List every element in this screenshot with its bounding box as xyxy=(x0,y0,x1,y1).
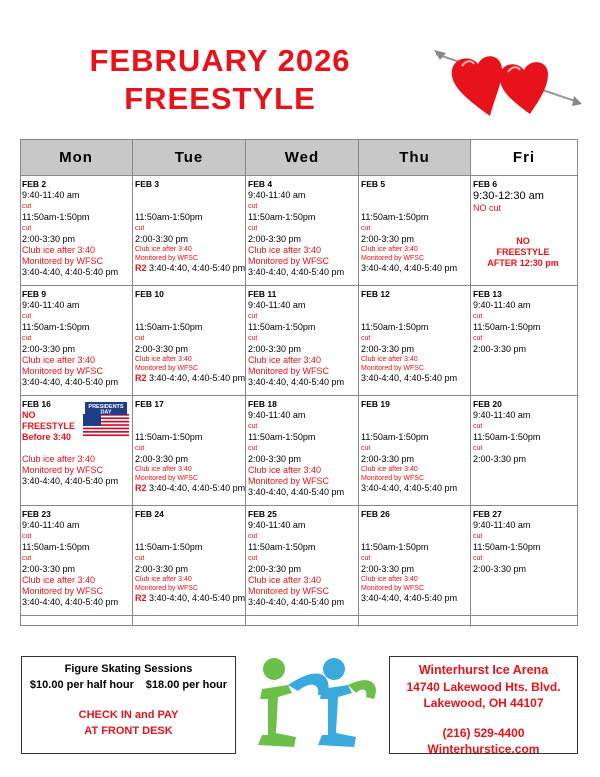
session-line: 9:40-11:40 am xyxy=(248,410,306,420)
cut-note: cut xyxy=(248,313,258,320)
cut-note: cut xyxy=(135,555,145,562)
session-times-line xyxy=(135,373,245,384)
spacer xyxy=(361,410,470,421)
cut-note: cut xyxy=(22,313,32,320)
cut-note: cut xyxy=(361,225,371,232)
arena-info-box xyxy=(389,656,578,754)
cut-note: cut xyxy=(248,335,258,342)
session-line: 2:00-3:30 pm xyxy=(473,564,527,574)
session-line: 11:50am-1:50pm xyxy=(135,432,203,442)
r2-label: R2 xyxy=(135,483,147,493)
session-line: 3:40-4:40, 4:40-5:40 pm xyxy=(361,483,458,493)
red-note: Club ice after 3:40 xyxy=(248,575,322,585)
session-line: 2:00-3:30 pm xyxy=(22,344,76,354)
session-line: 11:50am-1:50pm xyxy=(361,212,429,222)
cut-note: cut xyxy=(248,225,258,232)
session-line: 11:50am-1:50pm xyxy=(473,322,541,332)
red-note: Club ice after 3:40 xyxy=(135,246,192,253)
session-times-line xyxy=(135,483,245,494)
sessions-info-box xyxy=(21,656,236,754)
session-line: 3:40-4:40, 4:40-5:40 pm xyxy=(22,267,119,277)
session-line: 9:40-11:40 am xyxy=(22,300,80,310)
spacer xyxy=(135,421,245,432)
calendar-empty-cell xyxy=(246,616,359,626)
calendar-day-cell xyxy=(133,396,246,506)
calendar-grid xyxy=(20,139,578,626)
session-line: 9:30-12:30 am xyxy=(473,190,544,202)
session-line: 2:00-3:30 pm xyxy=(22,564,76,574)
red-note: Monitored by WFSC xyxy=(135,475,199,482)
red-note: Monitored by WFSC xyxy=(22,366,104,376)
red-note: Monitored by WFSC xyxy=(248,256,330,266)
day-header-thu: Thu xyxy=(359,139,471,176)
day-header-fri: Fri xyxy=(471,139,578,176)
spacer xyxy=(473,225,577,236)
arena-website[interactable]: Winterhurstice.com xyxy=(427,742,540,756)
session-line: 2:00-3:30 pm xyxy=(361,454,415,464)
session-times: 3:40-4:40, 4:40-5:40 pm xyxy=(146,263,246,273)
cut-note: cut xyxy=(135,445,145,452)
red-note: Monitored by WFSC xyxy=(135,585,199,592)
red-note: Club ice after 3:40 xyxy=(135,356,192,363)
session-line: 3:40-4:40, 4:40-5:40 pm xyxy=(361,373,458,383)
page-subtitle: FREESTYLE xyxy=(124,81,316,116)
session-line: 3:40-4:40, 4:40-5:40 pm xyxy=(22,377,119,387)
red-note: Club ice after 3:40 xyxy=(361,576,418,583)
sessions-heading: Figure Skating Sessions xyxy=(64,663,193,675)
session-line: 11:50am-1:50pm xyxy=(22,542,90,552)
day-date: FEB 9 xyxy=(22,289,47,299)
session-line: 3:40-4:40, 4:40-5:40 pm xyxy=(22,476,119,486)
red-note: Club ice after 3:40 xyxy=(135,466,192,473)
hearts-arrow-icon xyxy=(432,44,582,124)
session-line: 11:50am-1:50pm xyxy=(22,322,90,332)
spacer xyxy=(135,300,245,311)
closure-note: NO xyxy=(22,410,36,420)
red-note: Monitored by WFSC xyxy=(361,255,425,262)
calendar-day-cell xyxy=(20,506,133,616)
session-line: 2:00-3:30 pm xyxy=(135,344,189,354)
cut-note: cut xyxy=(22,533,32,540)
spacer xyxy=(135,190,245,201)
session-line: 11:50am-1:50pm xyxy=(473,432,541,442)
session-line: 3:40-4:40, 4:40-5:40 pm xyxy=(22,597,119,607)
day-date: FEB 11 xyxy=(248,289,277,299)
calendar-day-cell xyxy=(359,396,471,506)
session-line: 9:40-11:40 am xyxy=(248,190,306,200)
calendar-day-cell xyxy=(471,506,578,616)
cut-note: cut xyxy=(248,203,258,210)
closure-note: FREESTYLE xyxy=(496,247,550,257)
r2-label: R2 xyxy=(135,593,147,603)
red-note: Club ice after 3:40 xyxy=(135,576,192,583)
session-line: 11:50am-1:50pm xyxy=(361,542,429,552)
calendar-empty-cell xyxy=(20,616,133,626)
calendar-day-cell xyxy=(246,396,359,506)
day-header-mon: Mon xyxy=(20,139,133,176)
red-note: Club ice after 3:40 xyxy=(22,575,96,585)
spacer xyxy=(361,300,470,311)
spacer xyxy=(361,520,470,531)
spacer xyxy=(22,443,132,454)
session-line: 2:00-3:30 pm xyxy=(473,344,527,354)
red-note: Monitored by WFSC xyxy=(361,365,425,372)
cut-note: cut xyxy=(473,423,483,430)
calendar-day-cell xyxy=(133,286,246,396)
cut-note: cut xyxy=(361,555,371,562)
session-line: 11:50am-1:50pm xyxy=(361,322,429,332)
session-line: 11:50am-1:50pm xyxy=(135,322,203,332)
red-note: Monitored by WFSC xyxy=(361,585,425,592)
day-date: FEB 5 xyxy=(361,179,386,189)
session-line: 2:00-3:30 pm xyxy=(22,234,76,244)
day-date: FEB 20 xyxy=(473,399,502,409)
red-note: Club ice after 3:40 xyxy=(248,355,322,365)
spacer xyxy=(473,214,577,225)
session-line: 2:00-3:30 pm xyxy=(361,564,415,574)
session-line: 9:40-11:40 am xyxy=(22,520,80,530)
session-line: 2:00-3:30 pm xyxy=(361,344,415,354)
red-note: Monitored by WFSC xyxy=(22,256,104,266)
red-note: Monitored by WFSC xyxy=(22,586,104,596)
red-note: Monitored by WFSC xyxy=(135,255,199,262)
session-line: 3:40-4:40, 4:40-5:40 pm xyxy=(248,377,345,387)
spacer xyxy=(135,410,245,421)
red-note: Monitored by WFSC xyxy=(248,476,330,486)
session-line: 9:40-11:40 am xyxy=(248,300,306,310)
red-note: Club ice after 3:40 xyxy=(361,466,418,473)
calendar-day-cell xyxy=(20,396,133,506)
spacer xyxy=(361,201,470,212)
session-line: 11:50am-1:50pm xyxy=(473,542,541,552)
calendar-empty-cell xyxy=(359,616,471,626)
red-note: Monitored by WFSC xyxy=(248,586,330,596)
day-date: FEB 4 xyxy=(248,179,273,189)
calendar-day-cell xyxy=(471,176,578,286)
cut-note: cut xyxy=(248,423,258,430)
day-date: FEB 13 xyxy=(473,289,502,299)
presidents-day-flag-icon xyxy=(83,402,129,438)
session-line: 2:00-3:30 pm xyxy=(248,564,302,574)
flag-text-line1: PRESIDENTS xyxy=(88,404,124,410)
session-times-line xyxy=(135,593,245,604)
spacer xyxy=(135,531,245,542)
session-line: 3:40-4:40, 4:40-5:40 pm xyxy=(361,593,458,603)
closure-note: AFTER 12:30 pm xyxy=(487,258,559,268)
arena-phone: (216) 529-4400 xyxy=(442,726,525,740)
calendar-day-cell xyxy=(246,286,359,396)
session-line: 3:40-4:40, 4:40-5:40 pm xyxy=(248,597,345,607)
red-note: Club ice after 3:40 xyxy=(248,245,322,255)
session-line: 11:50am-1:50pm xyxy=(248,432,316,442)
day-date: FEB 17 xyxy=(135,399,164,409)
day-header-tue: Tue xyxy=(133,139,246,176)
session-line: 2:00-3:30 pm xyxy=(248,454,302,464)
session-line: 9:40-11:40 am xyxy=(473,520,531,530)
session-line: 11:50am-1:50pm xyxy=(135,542,203,552)
checkin-line1: CHECK IN and PAY xyxy=(78,709,179,721)
cut-note: cut xyxy=(22,203,32,210)
arena-address2: Lakewood, OH 44107 xyxy=(423,696,544,710)
day-date: FEB 16 xyxy=(22,399,51,409)
red-note: Monitored by WFSC xyxy=(22,465,104,475)
day-date: FEB 2 xyxy=(22,179,47,189)
session-line: 3:40-4:40, 4:40-5:40 pm xyxy=(248,267,345,277)
spacer xyxy=(135,201,245,212)
session-times: 3:40-4:40, 4:40-5:40 pm xyxy=(146,483,246,493)
cut-note: cut xyxy=(22,335,32,342)
red-note: Club ice after 3:40 xyxy=(361,356,418,363)
session-line: 2:00-3:30 pm xyxy=(361,234,415,244)
session-line: 11:50am-1:50pm xyxy=(361,432,429,442)
day-date: FEB 23 xyxy=(22,509,51,519)
cut-note: cut xyxy=(361,335,371,342)
cut-note: cut xyxy=(473,555,483,562)
day-date: FEB 26 xyxy=(361,509,390,519)
session-times-line xyxy=(135,263,245,274)
session-line: 11:50am-1:50pm xyxy=(22,212,90,222)
spacer xyxy=(361,311,470,322)
red-note: NO cut xyxy=(473,203,502,213)
day-date: FEB 25 xyxy=(248,509,277,519)
session-line: 9:40-11:40 am xyxy=(22,190,80,200)
calendar-day-cell xyxy=(471,396,578,506)
calendar-day-cell xyxy=(133,506,246,616)
cut-note: cut xyxy=(248,445,258,452)
red-note: Monitored by WFSC xyxy=(361,475,425,482)
session-line: 2:00-3:30 pm xyxy=(135,564,189,574)
cut-note: cut xyxy=(473,313,483,320)
calendar-day-cell xyxy=(359,176,471,286)
day-date: FEB 19 xyxy=(361,399,390,409)
page-title: FEBRUARY 2026 xyxy=(89,43,351,78)
red-note: Monitored by WFSC xyxy=(248,366,330,376)
session-line: 3:40-4:40, 4:40-5:40 pm xyxy=(361,263,458,273)
cut-note: cut xyxy=(22,225,32,232)
calendar-day-cell xyxy=(471,286,578,396)
session-line: 2:00-3:30 pm xyxy=(248,344,302,354)
red-note: Monitored by WFSC xyxy=(135,365,199,372)
spacer xyxy=(135,520,245,531)
red-note: Club ice after 3:40 xyxy=(22,454,96,464)
day-date: FEB 12 xyxy=(361,289,390,299)
cut-note: cut xyxy=(248,533,258,540)
session-line: 9:40-11:40 am xyxy=(248,520,306,530)
session-line: 11:50am-1:50pm xyxy=(135,212,203,222)
spacer xyxy=(361,531,470,542)
calendar-day-cell xyxy=(359,286,471,396)
cut-note: cut xyxy=(135,225,145,232)
flag-text-line2: DAY xyxy=(100,409,112,416)
session-line: 2:00-3:30 pm xyxy=(135,234,189,244)
day-date: FEB 18 xyxy=(248,399,277,409)
session-line: 9:40-11:40 am xyxy=(473,410,531,420)
checkin-line2: AT FRONT DESK xyxy=(84,725,173,737)
session-line: 9:40-11:40 am xyxy=(473,300,531,310)
cut-note: cut xyxy=(473,533,483,540)
day-date: FEB 24 xyxy=(135,509,164,519)
calendar-day-cell xyxy=(133,176,246,286)
price-half-hour: $10.00 per half hour xyxy=(29,679,134,691)
session-line: 3:40-4:40, 4:40-5:40 pm xyxy=(248,487,345,497)
arena-name: Winterhurst Ice Arena xyxy=(418,663,549,677)
closure-note: NO xyxy=(516,236,530,246)
arena-logo-icon xyxy=(248,655,380,753)
red-note: Club ice after 3:40 xyxy=(361,246,418,253)
cut-note: cut xyxy=(248,555,258,562)
cut-note: cut xyxy=(135,335,145,342)
session-times: 3:40-4:40, 4:40-5:40 pm xyxy=(146,593,246,603)
calendar-day-cell xyxy=(246,506,359,616)
session-line: 11:50am-1:50pm xyxy=(248,212,316,222)
day-date: FEB 3 xyxy=(135,179,160,189)
session-times: 3:40-4:40, 4:40-5:40 pm xyxy=(146,373,246,383)
session-line: 11:50am-1:50pm xyxy=(248,542,316,552)
day-date: FEB 6 xyxy=(473,179,498,189)
calendar-day-cell xyxy=(20,286,133,396)
calendar-day-cell xyxy=(246,176,359,286)
red-note: Club ice after 3:40 xyxy=(248,465,322,475)
price-hour: $18.00 per hour xyxy=(145,679,228,691)
session-line: 11:50am-1:50pm xyxy=(248,322,316,332)
red-note: Club ice after 3:40 xyxy=(22,245,96,255)
calendar-day-cell xyxy=(359,506,471,616)
arena-address1: 14740 Lakewood Hts. Blvd. xyxy=(406,680,561,694)
session-line: 2:00-3:30 pm xyxy=(135,454,189,464)
day-date: FEB 27 xyxy=(473,509,502,519)
closure-note: FREESTYLE xyxy=(22,421,76,431)
day-date: FEB 10 xyxy=(135,289,164,299)
cut-note: cut xyxy=(361,445,371,452)
closure-note: Before 3:40 xyxy=(22,432,72,442)
r2-label: R2 xyxy=(135,373,147,383)
red-note: Club ice after 3:40 xyxy=(22,355,96,365)
cut-note: cut xyxy=(22,555,32,562)
cut-note: cut xyxy=(473,445,483,452)
cut-note: cut xyxy=(473,335,483,342)
spacer xyxy=(135,311,245,322)
session-line: 2:00-3:30 pm xyxy=(473,454,527,464)
calendar-empty-cell xyxy=(133,616,246,626)
session-line: 2:00-3:30 pm xyxy=(248,234,302,244)
r2-label: R2 xyxy=(135,263,147,273)
spacer xyxy=(361,421,470,432)
calendar-day-cell xyxy=(20,176,133,286)
calendar-empty-cell xyxy=(471,616,578,626)
spacer xyxy=(361,190,470,201)
day-header-wed: Wed xyxy=(246,139,359,176)
